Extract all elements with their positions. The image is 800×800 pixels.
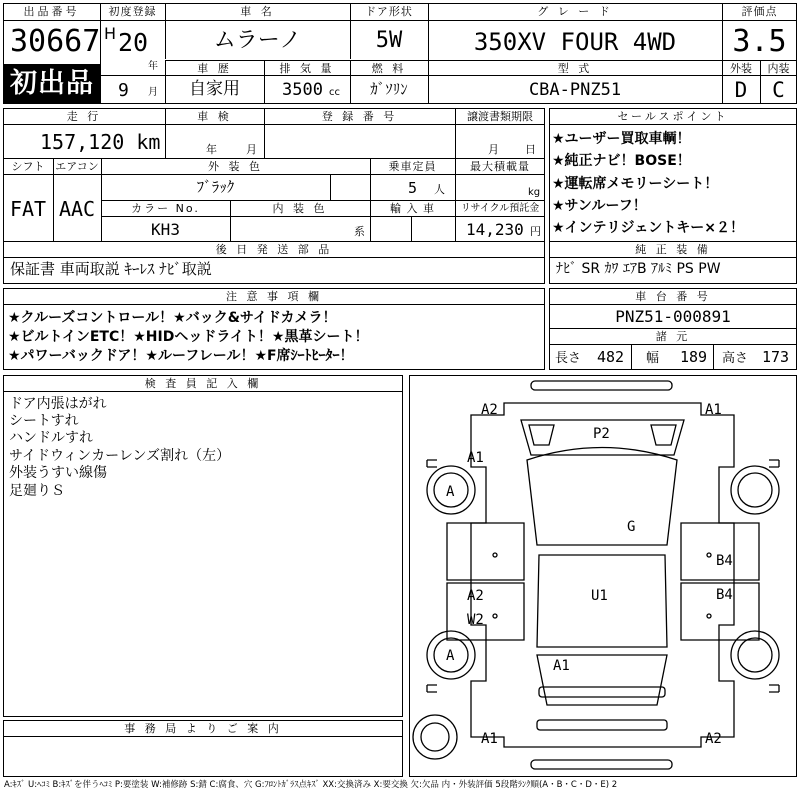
car-name: ムラーノ: [213, 28, 302, 53]
shift: FAT: [9, 197, 47, 221]
score: 3.5: [732, 24, 787, 59]
notes-title: 注 意 事 項 欄: [226, 290, 322, 303]
divider: [101, 216, 545, 217]
divider: [100, 20, 797, 21]
max-load-label: 最大積載量: [470, 160, 530, 173]
color-no-label: カラー No.: [131, 202, 200, 215]
inspector-line: サイドウィンカーレンズ割れ（左）: [9, 448, 231, 464]
color-label: 外 装 色: [208, 160, 263, 173]
capacity-label: 乗車定員: [388, 160, 437, 173]
hood-panel: [527, 448, 677, 546]
color: ﾌﾞﾗｯｸ: [196, 178, 235, 196]
inspection-label: 車 検: [197, 110, 232, 123]
sales-points-title: セールスポイント: [617, 110, 729, 123]
history-label: 車 歴: [197, 62, 232, 75]
inspection-month-unit: 月: [246, 143, 257, 156]
displacement: 3500: [282, 80, 323, 100]
displacement-unit: cc: [329, 87, 340, 98]
ac: AAC: [58, 197, 96, 221]
inspector-line: ハンドルすれ: [9, 430, 93, 446]
import-label: 輸 入 車: [390, 202, 435, 215]
office-title: 事 務 局 よ り ご 案 内: [124, 722, 282, 735]
interior-grade: C: [772, 78, 785, 102]
inspector-title: 検 査 員 記 入 欄: [144, 377, 262, 390]
mark-bottom-right: A2: [705, 731, 722, 747]
height: 173: [762, 348, 790, 366]
interior-label: 内装: [767, 62, 790, 75]
exterior-label: 外装: [730, 62, 752, 75]
mark-bottom-left: A1: [481, 731, 498, 747]
divider: [3, 736, 403, 737]
inspector-line: シートすれ: [9, 413, 79, 429]
divider: [3, 257, 545, 258]
mark-rear-left-wheel: A: [446, 648, 455, 664]
lot-label: 出品番号: [23, 5, 80, 18]
reg-month: 9: [118, 80, 129, 101]
mark-top-right: A1: [705, 402, 722, 418]
recycle-amount: 14,230: [466, 220, 524, 239]
divider: [713, 344, 714, 370]
ac-label: エアコン: [55, 160, 99, 173]
chassis-title: 車 台 番 号: [635, 290, 711, 303]
divider: [100, 75, 166, 76]
year-unit: 年: [148, 61, 158, 72]
model-label: 型 式: [557, 62, 593, 75]
divider: [631, 344, 632, 370]
divider: [411, 216, 412, 241]
inspector-line: 足廻りＳ: [9, 483, 65, 499]
door-label: ドア形状: [365, 5, 413, 18]
mark-right-rear-door: B4: [716, 587, 733, 603]
car-name-label: 車 名: [240, 5, 275, 18]
transfer-day-unit: 日: [525, 143, 536, 156]
divider: [549, 304, 797, 305]
note-line: ★クルーズコントロール！★バック&サイドカメラ！: [8, 310, 337, 326]
reg-label: 初度登録: [108, 5, 157, 18]
mark-left-fender: A1: [467, 450, 484, 466]
model: CBA-PNZ51: [528, 80, 622, 100]
first-listing-badge: 初出品: [4, 65, 100, 103]
divider: [3, 391, 403, 392]
equipment: ﾅﾋﾞ SR ｶﾜ ｴｱB ｱﾙﾐ PS PW: [556, 261, 721, 277]
recycle-unit: 円: [530, 225, 541, 238]
mileage-label: 走 行: [66, 110, 102, 123]
sales-point-item: ★純正ナビ！BOSE！: [552, 153, 691, 169]
inspector-line: ドア内張はがれ: [9, 396, 107, 412]
history: 自家用: [189, 79, 240, 99]
door-type: 5W: [375, 28, 403, 53]
later-parts: 保証書 車両取説 ｷｰﾚｽ ﾅﾋﾞ取説: [10, 260, 212, 278]
sales-point-item: ★運転席メモリーシート！: [552, 176, 719, 192]
fuel: ｶﾞｿﾘﾝ: [370, 80, 408, 98]
mark-left-rear-door-w: W2: [467, 612, 484, 628]
grade-label: グ レ ー ド: [537, 5, 613, 18]
later-parts-title: 後 日 発 送 部 品: [215, 243, 333, 256]
front-bumper: [531, 381, 672, 390]
width-label: 幅: [646, 351, 660, 366]
transfer-label: 譲渡書類期限: [467, 110, 533, 123]
displacement-label: 排 気 量: [279, 62, 335, 75]
divider: [549, 344, 797, 345]
length: 482: [597, 348, 625, 366]
reg-year: 20: [118, 28, 149, 57]
divider: [549, 257, 797, 258]
mark-right-front-door: B4: [716, 553, 733, 569]
inspector-line: 外装うすい線傷: [9, 465, 107, 481]
dimensions-title: 諸 元: [655, 330, 691, 343]
right-front-door: [681, 523, 759, 580]
divider: [330, 174, 331, 200]
transfer-month-unit: 月: [488, 143, 499, 156]
mark-top-left: A2: [481, 402, 498, 418]
fuel-label: 燃 料: [371, 62, 407, 75]
month-unit: 月: [148, 87, 158, 98]
divider: [3, 124, 545, 125]
reg-no-label: 登 録 番 号: [321, 110, 398, 123]
mark-sunroof: P2: [593, 426, 610, 442]
mark-rear-hatch: A1: [553, 658, 570, 674]
length-label: 長さ: [555, 351, 582, 366]
mark-hood: G: [627, 519, 636, 535]
shift-label: シフト: [11, 160, 45, 173]
car-diagram: [409, 375, 797, 777]
lot-number: 30667: [10, 24, 101, 59]
legend: A:ｷｽﾞ U:ﾍｺﾐ B:ｷｽﾞを伴うﾍｺﾐ P:要塗装 W:補修跡 S:錆 C:腐食、穴 G:ﾌﾛﾝﾄｶﾞﾗｽ点ｷｽﾞ XX:交換済み X:要交換 欠:欠品 内・外装評価 5段階ﾗﾝｸ順(A・B・C・D・E) 2: [4, 780, 618, 790]
height-label: 高さ: [722, 351, 749, 366]
left-front-door: [447, 523, 524, 580]
sales-point-item: ★サンルーフ！: [552, 198, 647, 214]
capacity-unit: 人: [434, 183, 445, 196]
divider: [3, 304, 545, 305]
mark-front-left-wheel: A: [446, 484, 455, 500]
max-load-unit: kg: [528, 187, 541, 198]
grade: 350XV FOUR 4WD: [473, 28, 677, 56]
divider: [3, 20, 101, 21]
rear-bumper: [531, 760, 672, 769]
note-line: ★ビルトインETC！★HIDヘッドライト！★黒革シート！: [8, 329, 369, 345]
int-color-label: 内 装 色: [272, 202, 328, 215]
score-label: 評価点: [741, 5, 778, 18]
capacity: 5: [408, 179, 418, 197]
recycle-label: リサイクル預託金: [460, 203, 540, 214]
spare-wheel: [413, 715, 457, 759]
int-color-unit: 系: [354, 225, 365, 238]
divider: [3, 174, 545, 175]
equipment-title: 純 正 装 備: [635, 243, 711, 256]
divider: [549, 124, 797, 125]
sales-point-item: ★インテリジェントキー×２！: [552, 220, 745, 236]
note-line: ★パワーバックドア！★ルーフレール！★F席ｼｰﾄﾋｰﾀｰ！: [8, 348, 354, 364]
mileage: 157,120 km: [40, 130, 161, 154]
mark-left-rear-door-a: A2: [467, 588, 484, 604]
era: H: [104, 24, 117, 43]
chassis-number: PNZ51-000891: [615, 307, 731, 326]
color-no: KH3: [151, 220, 180, 239]
exterior-grade: D: [734, 78, 748, 102]
width: 189: [680, 348, 708, 366]
sales-point-item: ★ユーザー買取車輌！: [552, 131, 691, 147]
mark-roof: U1: [591, 588, 608, 604]
inspection-year-unit: 年: [206, 143, 217, 156]
